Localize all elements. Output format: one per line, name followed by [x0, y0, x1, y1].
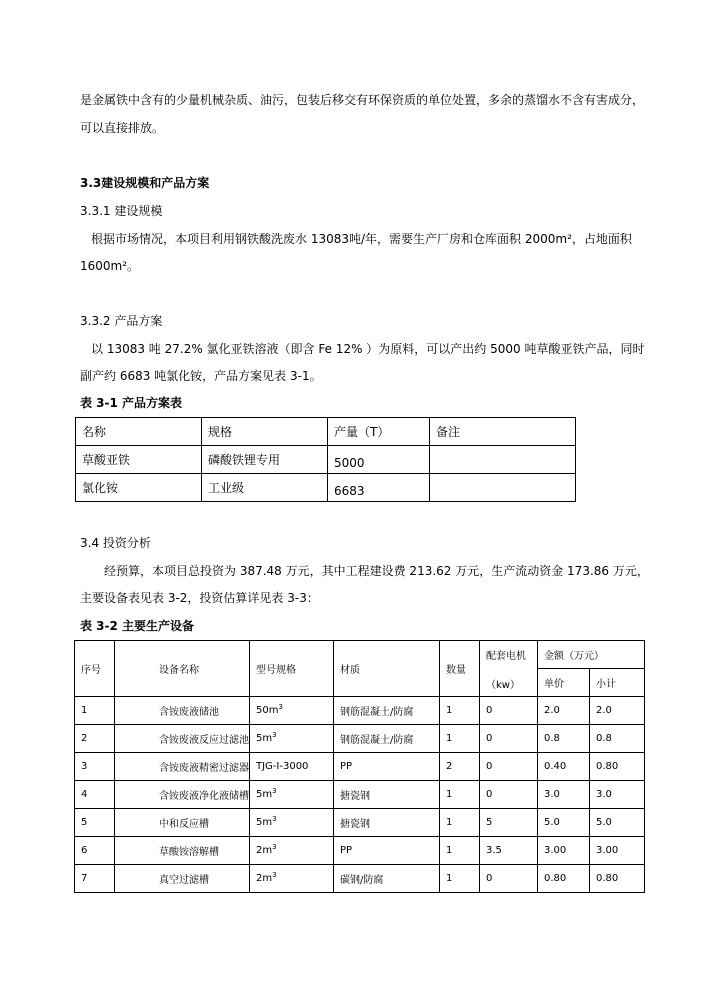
- table-cell: [250, 809, 334, 837]
- table-cell: 1: [440, 865, 480, 893]
- model-text: 5m: [256, 733, 273, 744]
- model-text: 50m: [256, 705, 279, 716]
- header-cell: 规格: [202, 418, 328, 446]
- table-cell: 1: [440, 781, 480, 809]
- subsection-heading-3-3-1: 3.3.1 建设规模: [80, 204, 163, 218]
- table-cell: [430, 446, 576, 474]
- table-cell: 3.5: [480, 837, 538, 865]
- model-text: 2m: [256, 873, 273, 884]
- model-superscript: 3: [272, 787, 277, 795]
- table-cell: 氯化铵: [76, 474, 202, 502]
- model-text: TJG-Ⅰ-3000: [256, 761, 309, 772]
- table-cell: [250, 725, 334, 753]
- table-cell: 0.8: [538, 725, 590, 753]
- paragraph-line: 经预算，本项目总投资为 387.48 万元，其中工程建设费 213.62 万元，生产流动资金 173.86 万元，: [104, 564, 649, 578]
- table-cell: 含铵废液精密过滤器: [115, 753, 250, 781]
- header-cell: 小计: [590, 669, 645, 697]
- table-row: [75, 837, 645, 865]
- table-cell: 含铵废液净化液储槽: [115, 781, 250, 809]
- header-cell: 名称: [76, 418, 202, 446]
- table-cell: 钢筋混凝土/防腐: [334, 697, 440, 725]
- table-cell: 0: [480, 753, 538, 781]
- table-header-row: [75, 641, 645, 669]
- table-cell: 钢筋混凝土/防腐: [334, 725, 440, 753]
- table-cell: 2.0: [538, 697, 590, 725]
- table-cell: 5.0: [590, 809, 645, 837]
- table-cell: 2.0: [590, 697, 645, 725]
- table-row: [75, 809, 645, 837]
- table-cell: 1: [440, 809, 480, 837]
- table-cell: 含铵废液反应过滤池: [115, 725, 250, 753]
- table-cell: [250, 753, 334, 781]
- paragraph-line: 1600m²。: [80, 259, 140, 273]
- table-cell: 5: [480, 809, 538, 837]
- header-cell: 金额（万元）: [538, 641, 645, 669]
- table-cell: 1: [440, 725, 480, 753]
- table-cell: 0.8: [590, 725, 645, 753]
- table-header-row: [76, 418, 576, 446]
- table-cell: 0: [480, 781, 538, 809]
- model-superscript: 3: [272, 731, 277, 739]
- table-row: [75, 697, 645, 725]
- header-cell: 材质: [334, 641, 440, 697]
- table-cell: 中和反应槽: [115, 809, 250, 837]
- table-cell: 1: [440, 697, 480, 725]
- table-cell: 1: [440, 837, 480, 865]
- table-cell: 草酸亚铁: [76, 446, 202, 474]
- model-text: 5m: [256, 817, 273, 828]
- table-caption-3-2: 表 3-2 主要生产设备: [80, 619, 195, 633]
- header-cell: 产量（T）: [328, 418, 430, 446]
- table-cell: 3.0: [590, 781, 645, 809]
- section-heading-3-3: 3.3建设规模和产品方案: [80, 176, 210, 190]
- paragraph-line: 根据市场情况，本项目利用钢铁酸洗废水 13083吨/年，需要生产厂房和仓库面积 2000m²，占地面积: [91, 232, 632, 246]
- table-cell: 5000: [328, 446, 430, 474]
- table-cell: 6: [75, 837, 115, 865]
- table-cell: 2: [75, 725, 115, 753]
- table-cell: 0: [480, 697, 538, 725]
- header-cell-motor: [480, 641, 538, 697]
- header-cell: 单价: [538, 669, 590, 697]
- table-row: [75, 865, 645, 893]
- table-cell: 5: [75, 809, 115, 837]
- table-row: [75, 725, 645, 753]
- model-text: 2m: [256, 845, 273, 856]
- header-cell: 备注: [430, 418, 576, 446]
- header-cell: 序号: [75, 641, 115, 697]
- table-cell: 碳钢/防腐: [334, 865, 440, 893]
- paragraph-line: 可以直接排放。: [80, 121, 165, 135]
- table-cell: 真空过滤槽: [115, 865, 250, 893]
- header-cell: 型号规格: [250, 641, 334, 697]
- equipment-table: [74, 640, 645, 893]
- paragraph-line: 副产约 6683 吨氯化铵，产品方案见表 3-1。: [80, 369, 322, 383]
- table-row: [76, 446, 576, 474]
- header-text: （kw）: [486, 679, 520, 691]
- table-cell: 0.80: [538, 865, 590, 893]
- table-row: [75, 781, 645, 809]
- table-cell: 7: [75, 865, 115, 893]
- header-cell: 设备名称: [115, 641, 250, 697]
- paragraph-line: 以 13083 吨 27.2% 氯化亚铁溶液（即含 Fe 12% ）为原料，可以产出约 5000 吨草酸亚铁产品，同时: [91, 342, 645, 356]
- header-cell: 数量: [440, 641, 480, 697]
- table-cell: PP: [334, 753, 440, 781]
- table-cell: [430, 474, 576, 502]
- table-cell: 4: [75, 781, 115, 809]
- product-plan-table: [75, 417, 576, 502]
- table-cell: 0: [480, 725, 538, 753]
- model-superscript: 3: [272, 843, 277, 851]
- table-caption-3-1: 表 3-1 产品方案表: [80, 396, 183, 410]
- table-cell: 搪瓷钢: [334, 809, 440, 837]
- model-superscript: 3: [272, 815, 277, 823]
- table-cell: [250, 781, 334, 809]
- table-cell: 6683: [328, 474, 430, 502]
- table-cell: 磷酸铁锂专用: [202, 446, 328, 474]
- table-cell: 3.00: [538, 837, 590, 865]
- table-cell: 3.0: [538, 781, 590, 809]
- table-cell: 1: [75, 697, 115, 725]
- table-cell: 工业级: [202, 474, 328, 502]
- table-cell: 草酸铵溶解槽: [115, 837, 250, 865]
- model-text: 5m: [256, 789, 273, 800]
- table-cell: 搪瓷钢: [334, 781, 440, 809]
- table-cell: 0.80: [590, 865, 645, 893]
- table-cell: 2: [440, 753, 480, 781]
- table-cell: [250, 697, 334, 725]
- subsection-heading-3-3-2: 3.3.2 产品方案: [80, 314, 163, 328]
- table-row: [75, 753, 645, 781]
- table-cell: [250, 837, 334, 865]
- table-cell: 含铵废液储池: [115, 697, 250, 725]
- paragraph-line: 主要设备表见表 3-2，投资估算详见表 3-3：: [80, 591, 319, 605]
- table-cell: 0.40: [538, 753, 590, 781]
- table-cell: 0: [480, 865, 538, 893]
- model-superscript: 3: [278, 703, 283, 711]
- table-cell: 3: [75, 753, 115, 781]
- table-cell: 3.00: [590, 837, 645, 865]
- table-row: [76, 474, 576, 502]
- model-superscript: 3: [272, 871, 277, 879]
- table-cell: PP: [334, 837, 440, 865]
- header-text: 配套电机: [486, 650, 526, 662]
- table-cell: 0.80: [590, 753, 645, 781]
- table-cell: 5.0: [538, 809, 590, 837]
- paragraph-line: 是金属铁中含有的少量机械杂质、油污，包装后移交有环保资质的单位处置，多余的蒸馏水不含有害成分，: [80, 93, 645, 107]
- section-heading-3-4: 3.4 投资分析: [80, 536, 151, 550]
- table-cell: [250, 865, 334, 893]
